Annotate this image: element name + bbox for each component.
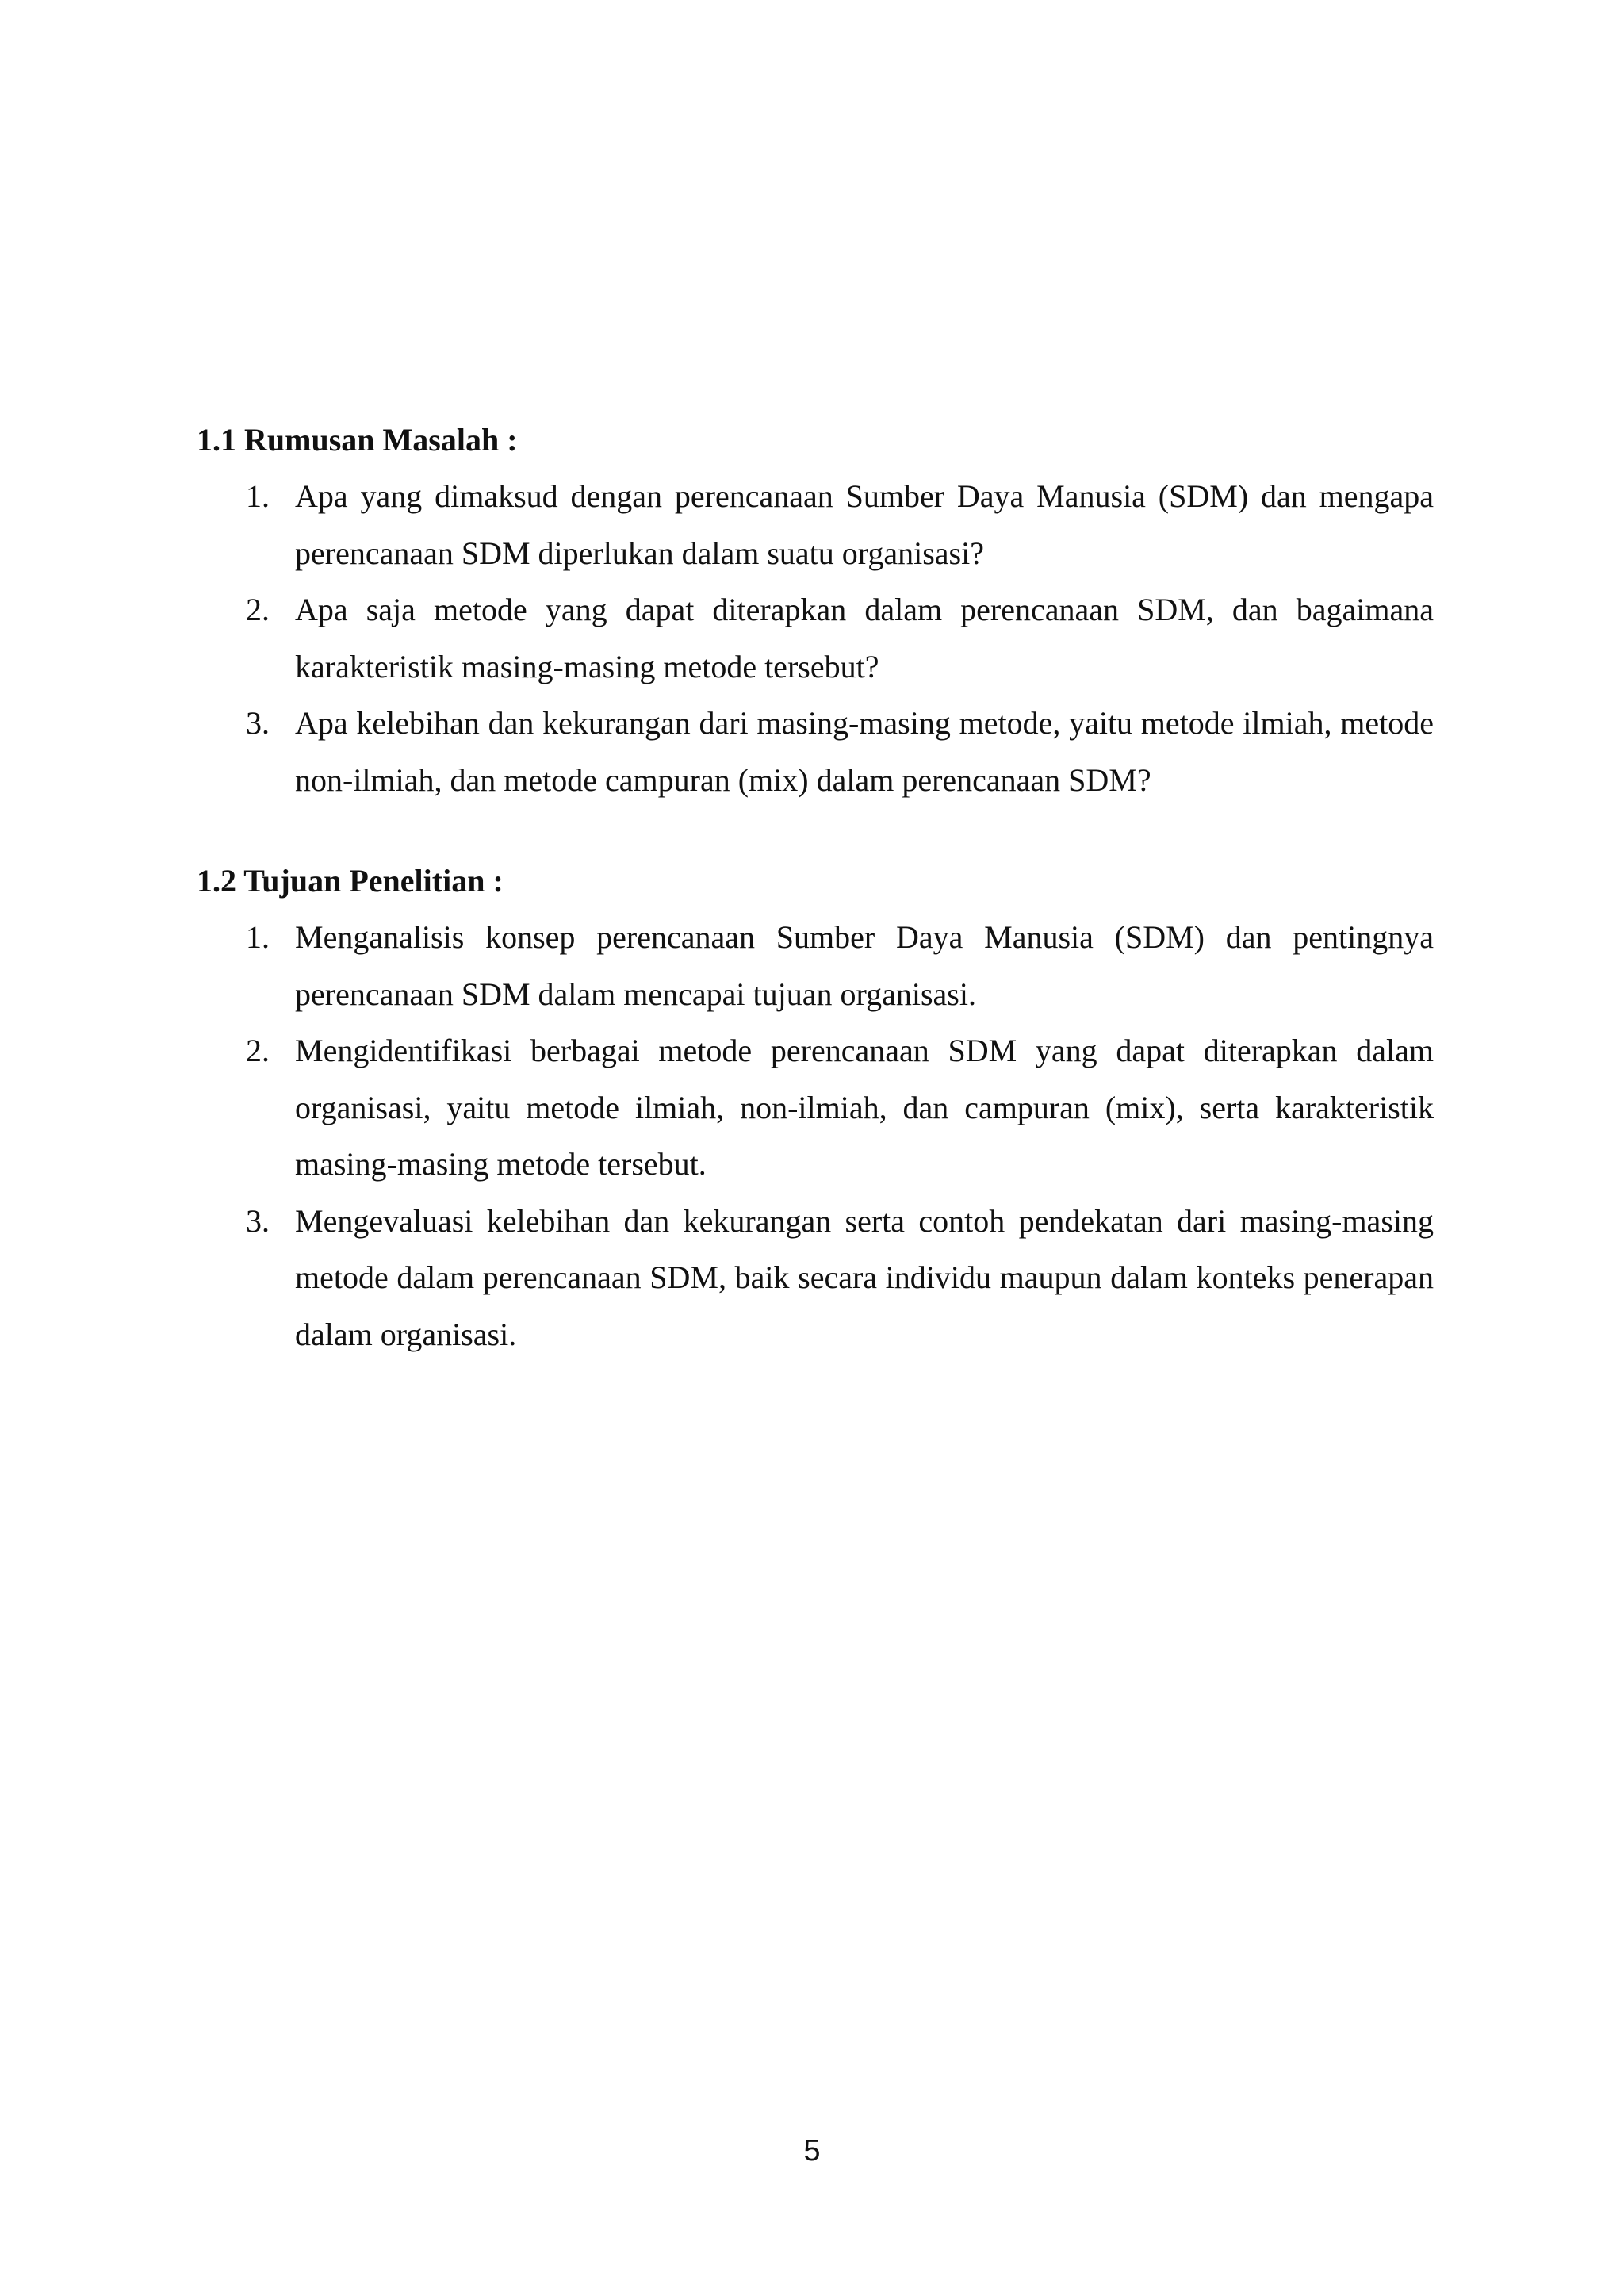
list-item-text: Menganalisis konsep perencanaan Sumber Daya Manusia (SDM) dan pentingnya perencanaan SDM dalam mencapai tujuan organisasi. bbox=[295, 919, 1434, 1012]
list-item bbox=[197, 1193, 1434, 1363]
numbered-list bbox=[197, 909, 1434, 1363]
list-item bbox=[197, 581, 1434, 695]
list-item-number: 2. bbox=[246, 1033, 270, 1068]
section-heading: 1.2 Tujuan Penelitian : bbox=[197, 863, 504, 899]
list-item-text: Mengevaluasi kelebihan dan kekurangan serta contoh pendekatan dari masing-masing metode dalam perencanaan SDM, baik secara individu maupun dalam konteks penerapan dalam organisasi. bbox=[295, 1202, 1434, 1352]
section-heading: 1.1 Rumusan Masalah : bbox=[197, 422, 518, 458]
list-item-text: Apa saja metode yang dapat diterapkan dalam perencanaan SDM, dan bagaimana karakteristik masing-masing metode tersebut? bbox=[295, 592, 1434, 684]
list-item bbox=[197, 909, 1434, 1022]
list-item-text: Apa kelebihan dan kekurangan dari masing-masing metode, yaitu metode ilmiah, metode non-ilmiah, dan metode campuran (mix) dalam perencanaan SDM? bbox=[295, 705, 1434, 798]
section-rumusan-masalah bbox=[197, 420, 1434, 808]
page-number: 5 bbox=[803, 2134, 821, 2168]
list-item bbox=[197, 468, 1434, 581]
section-tujuan-penelitian bbox=[197, 861, 1434, 1363]
list-item-number: 3. bbox=[246, 705, 270, 741]
list-item bbox=[197, 695, 1434, 808]
document-body bbox=[197, 420, 1434, 1363]
list-item-number: 1. bbox=[246, 919, 270, 955]
numbered-list bbox=[197, 468, 1434, 808]
list-item-text: Apa yang dimaksud dengan perencanaan Sumber Daya Manusia (SDM) dan mengapa perencanaan SDM diperlukan dalam suatu organisasi? bbox=[295, 478, 1434, 571]
list-item-text: Mengidentifikasi berbagai metode perencanaan SDM yang dapat diterapkan dalam organisasi, yaitu metode ilmiah, non-ilmiah, dan campuran (mix), serta karakteristik masing-masing metode tersebut. bbox=[295, 1033, 1434, 1182]
list-item-number: 3. bbox=[246, 1202, 270, 1239]
list-item bbox=[197, 1022, 1434, 1193]
list-item-number: 1. bbox=[246, 478, 270, 514]
list-item-number: 2. bbox=[246, 592, 270, 627]
